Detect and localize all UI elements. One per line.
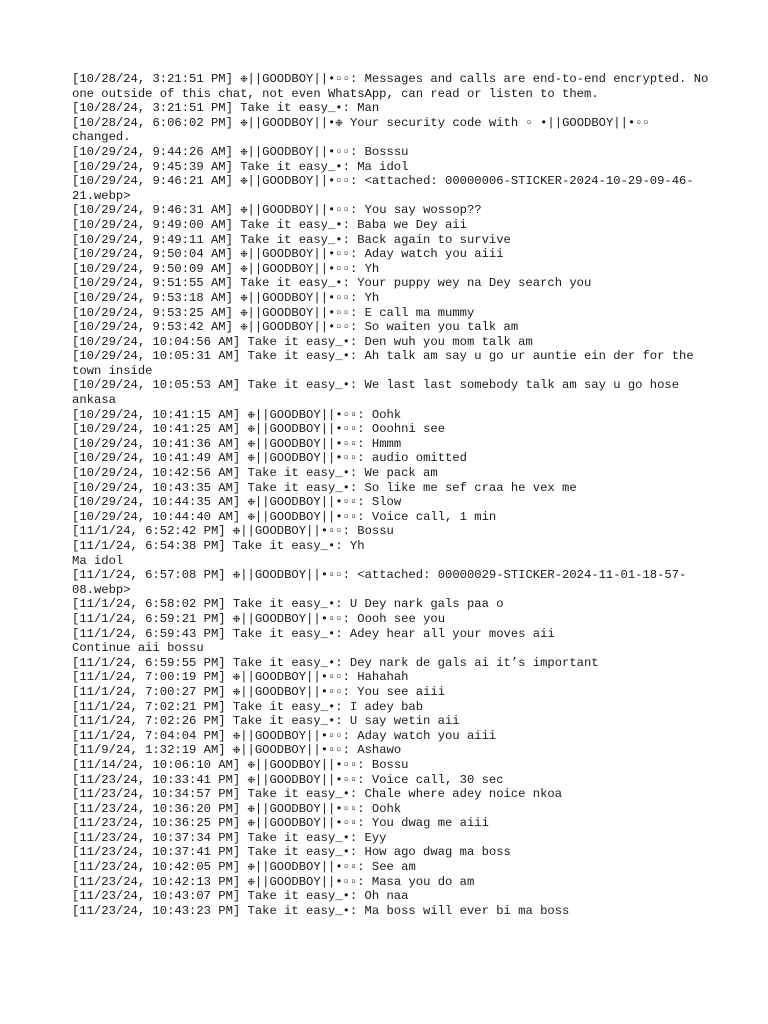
chat-line: [11/1/24, 7:02:26 PM] Take it easy_•: U say wetin aii xyxy=(72,714,460,729)
chat-line: [10/29/24, 9:51:55 AM] Take it easy_•: Your puppy wey na Dey search you xyxy=(72,276,592,291)
chat-line: [10/29/24, 10:44:40 AM] ❉||GOODBOY||•▫▫: Voice call, 1 min xyxy=(72,509,497,524)
chat-line: [10/29/24, 9:53:25 AM] ❉||GOODBOY||•▫▫: E call ma mummy xyxy=(72,305,475,320)
chat-line: [11/9/24, 1:32:19 AM] ❉||GOODBOY||•▫▫: Ashawo xyxy=(72,743,402,758)
chat-line: [11/1/24, 6:59:21 PM] ❉||GOODBOY||•▫▫: Oooh see you xyxy=(72,611,446,626)
chat-line: [10/29/24, 10:05:31 AM] Take it easy_•: Ah talk am say u go ur auntie ein der for the town inside xyxy=(72,349,701,378)
chat-line: [10/29/24, 10:43:35 AM] Take it easy_•: So like me sef craa he vex me xyxy=(72,480,577,495)
chat-line: [10/29/24, 10:41:15 AM] ❉||GOODBOY||•▫▫: Oohk xyxy=(72,407,402,422)
chat-line: [11/1/24, 6:52:42 PM] ❉||GOODBOY||•▫▫: Bossu xyxy=(72,524,394,539)
chat-line: [11/1/24, 7:04:04 PM] ❉||GOODBOY||•▫▫: Aday watch you aiii xyxy=(72,728,497,743)
chat-line: [10/29/24, 9:45:39 AM] Take it easy_•: Ma idol xyxy=(72,159,409,174)
chat-line: [10/29/24, 10:05:53 AM] Take it easy_•: We last last somebody talk am say u go hose ankasa xyxy=(72,378,687,408)
chat-line: [10/29/24, 10:44:35 AM] ❉||GOODBOY||•▫▫: Slow xyxy=(72,495,402,510)
chat-line: [10/29/24, 9:49:11 AM] Take it easy_•: Back again to survive xyxy=(72,232,511,247)
chat-line: [11/1/24, 7:02:21 PM] Take it easy_•: I adey bab xyxy=(72,699,424,714)
chat-line: [11/1/24, 6:59:55 PM] Take it easy_•: Dey nark de gals ai it’s important xyxy=(72,655,599,670)
chat-line: [10/28/24, 6:06:02 PM] ❉||GOODBOY||•❉ Your security code with ▫ •||GOODBOY||•▫▫ changed. xyxy=(72,115,658,145)
chat-line: [11/1/24, 6:58:02 PM] Take it easy_•: U Dey nark gals paa o xyxy=(72,597,504,612)
chat-line: [11/1/24, 6:59:43 PM] Take it easy_•: Adey hear all your moves aii Continue aii bossu xyxy=(72,626,555,656)
chat-line: [10/29/24, 9:53:18 AM] ❉||GOODBOY||•▫▫: Yh xyxy=(72,290,380,305)
chat-line: [10/28/24, 3:21:51 PM] ❉||GOODBOY||•▫▫: Messages and calls are end-to-end encrypted. No one outside of this chat, not even WhatsApp, can read or listen to them. xyxy=(72,72,716,101)
chat-line: [10/28/24, 3:21:51 PM] Take it easy_•: Man xyxy=(72,101,380,116)
chat-line: [11/23/24, 10:37:41 PM] Take it easy_•: How ago dwag ma boss xyxy=(72,845,511,860)
chat-line: [11/23/24, 10:42:05 PM] ❉||GOODBOY||•▫▫: See am xyxy=(72,860,416,875)
chat-line: [10/29/24, 9:44:26 AM] ❉||GOODBOY||•▫▫: Bosssu xyxy=(72,144,409,159)
chat-line: [11/23/24, 10:43:07 PM] Take it easy_•: Oh naa xyxy=(72,889,409,904)
chat-line: [11/23/24, 10:33:41 PM] ❉||GOODBOY||•▫▫: Voice call, 30 sec xyxy=(72,772,504,787)
chat-line: [11/23/24, 10:36:20 PM] ❉||GOODBOY||•▫▫: Oohk xyxy=(72,801,402,816)
chat-line: [11/1/24, 7:00:27 PM] ❉||GOODBOY||•▫▫: You see aiii xyxy=(72,684,446,699)
chat-line: [10/29/24, 10:41:49 AM] ❉||GOODBOY||•▫▫: audio omitted xyxy=(72,451,467,466)
chat-line: [11/23/24, 10:36:25 PM] ❉||GOODBOY||•▫▫: You dwag me aiii xyxy=(72,816,489,831)
chat-line: [10/29/24, 10:04:56 AM] Take it easy_•: Den wuh you mom talk am xyxy=(72,334,533,349)
chat-line: [11/14/24, 10:06:10 AM] ❉||GOODBOY||•▫▫: Bossu xyxy=(72,757,409,772)
chat-line: [10/29/24, 9:46:21 AM] ❉||GOODBOY||•▫▫: <attached: 00000006-STICKER-2024-10-29-09-46-21.webp> xyxy=(72,174,694,203)
chat-line: [10/29/24, 10:42:56 AM] Take it easy_•: We pack am xyxy=(72,466,438,481)
chat-line: [11/1/24, 7:00:19 PM] ❉||GOODBOY||•▫▫: Hahahah xyxy=(72,670,409,685)
chat-line: [10/29/24, 9:46:31 AM] ❉||GOODBOY||•▫▫: You say wossop?? xyxy=(72,203,482,218)
chat-line: [10/29/24, 9:53:42 AM] ❉||GOODBOY||•▫▫: So waiten you talk am xyxy=(72,320,519,335)
chat-line: [11/1/24, 6:54:38 PM] Take it easy_•: Yh Ma idol xyxy=(72,539,365,568)
chat-line: [10/29/24, 9:50:09 AM] ❉||GOODBOY||•▫▫: Yh xyxy=(72,261,380,276)
chat-line: [10/29/24, 9:50:04 AM] ❉||GOODBOY||•▫▫: Aday watch you aiii xyxy=(72,247,504,262)
chat-line: [11/23/24, 10:34:57 PM] Take it easy_•: Chale where adey noice nkoa xyxy=(72,787,563,802)
chat-transcript xyxy=(72,72,716,918)
chat-line: [11/23/24, 10:42:13 PM] ❉||GOODBOY||•▫▫: Masa you do am xyxy=(72,874,475,889)
chat-line: [11/1/24, 6:57:08 PM] ❉||GOODBOY||•▫▫: <attached: 00000029-STICKER-2024-11-01-18-57-08.webp> xyxy=(72,568,687,597)
chat-line: [11/23/24, 10:43:23 PM] Take it easy_•: Ma boss will ever bi ma boss xyxy=(72,903,570,918)
chat-line: [10/29/24, 10:41:25 AM] ❉||GOODBOY||•▫▫: Ooohni see xyxy=(72,422,446,437)
chat-line: [11/23/24, 10:37:34 PM] Take it easy_•: Eyy xyxy=(72,830,387,845)
chat-line: [10/29/24, 9:49:00 AM] Take it easy_•: Baba we Dey aii xyxy=(72,217,467,232)
chat-line: [10/29/24, 10:41:36 AM] ❉||GOODBOY||•▫▫: Hmmm xyxy=(72,436,402,451)
